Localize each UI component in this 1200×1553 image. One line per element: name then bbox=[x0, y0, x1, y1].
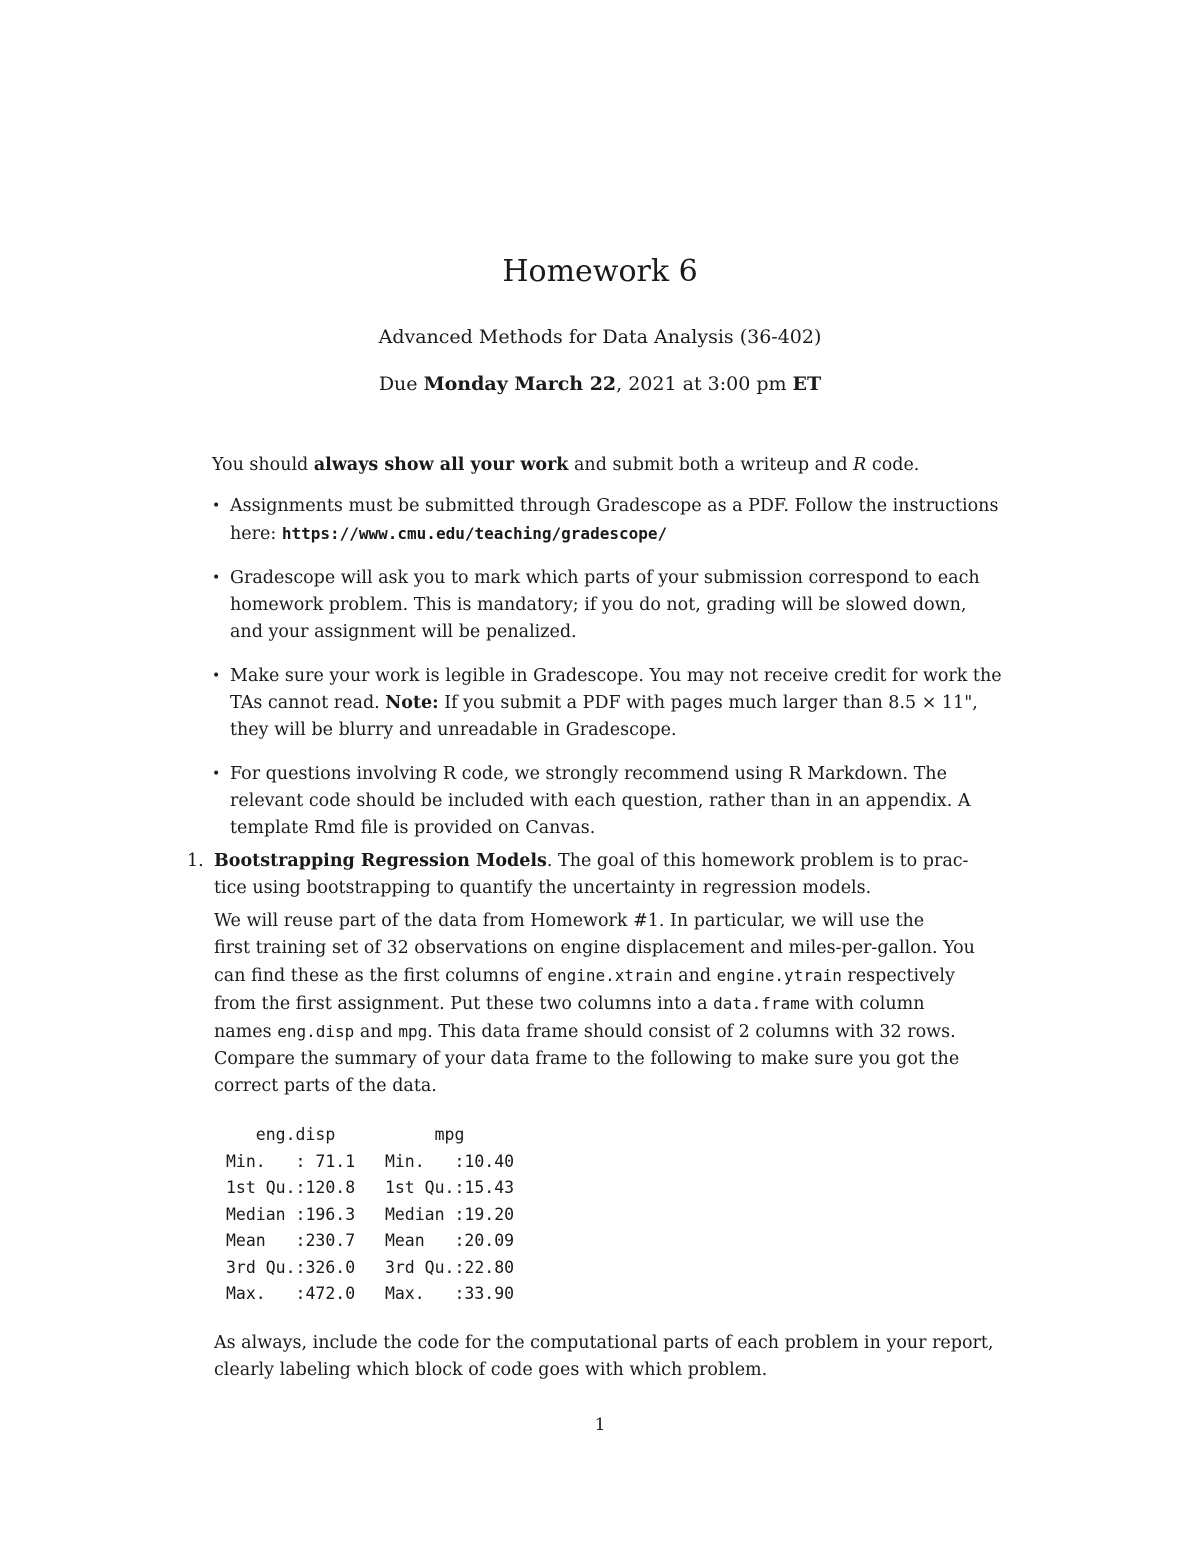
instructions-list bbox=[212, 493, 1027, 859]
list-item-text: relevant code should be included with each question, rather than in an appendix. A bbox=[230, 791, 971, 811]
text: and bbox=[672, 966, 717, 986]
intro-text: You should bbox=[212, 455, 314, 475]
intro-emphasis: always show all your work bbox=[313, 455, 569, 475]
text: names bbox=[214, 1022, 278, 1042]
problem-1 bbox=[187, 848, 1032, 1100]
text: can find these as the first columns of bbox=[214, 966, 548, 986]
text: . The goal of this homework problem is to prac- bbox=[546, 851, 969, 871]
note-label: Note: bbox=[385, 693, 439, 713]
text: TAs cannot read. bbox=[230, 693, 386, 713]
summary-row: Max. :472.0 Max. :33.90 bbox=[226, 1284, 515, 1303]
text: with column bbox=[809, 994, 925, 1014]
list-item-text: and your assignment will be penalized. bbox=[230, 622, 577, 642]
summary-row: Min. : 71.1 Min. :10.40 bbox=[226, 1151, 515, 1171]
closing-paragraph bbox=[214, 1330, 1034, 1384]
problem-heading: Bootstrapping Regression Models bbox=[214, 851, 547, 871]
list-item-text: they will be blurry and unreadable in Gradescope. bbox=[230, 720, 677, 740]
url-prefix: here: bbox=[230, 524, 282, 544]
code-mpg: mpg bbox=[398, 1022, 428, 1041]
list-item-text: homework problem. This is mandatory; if you do not, grading will be slowed down, bbox=[230, 595, 967, 615]
bullet-icon: • bbox=[212, 668, 221, 684]
text: first training set of 32 observations on engine displacement and miles-per-gallon. You bbox=[214, 938, 975, 958]
list-item-text: Gradescope will ask you to mark which parts of your submission correspond to each bbox=[230, 568, 980, 588]
list-item-text bbox=[230, 690, 1027, 717]
list-item bbox=[212, 663, 1027, 744]
code-data-frame: data.frame bbox=[713, 994, 810, 1013]
text: We will reuse part of the data from Homework #1. In particular, we will use the bbox=[214, 911, 925, 931]
document-title: Homework 6 bbox=[502, 254, 698, 289]
list-item bbox=[212, 493, 1027, 548]
text: respectively bbox=[841, 966, 955, 986]
problem-heading-line bbox=[214, 848, 1032, 875]
problem-body bbox=[214, 848, 1032, 1100]
bullet-icon: • bbox=[212, 766, 221, 782]
text: correct parts of the data. bbox=[214, 1076, 437, 1096]
intro-text: and submit both a writeup and bbox=[568, 455, 854, 475]
text bbox=[214, 962, 1032, 990]
due-timezone: ET bbox=[792, 373, 822, 395]
text: If you submit a PDF with pages much larger than 8.5 × 11", bbox=[438, 693, 978, 713]
list-item-text: For questions involving R code, we strongly recommend using R Markdown. The bbox=[230, 764, 947, 784]
text: As always, include the code for the computational parts of each problem in your report, bbox=[214, 1333, 994, 1353]
text: tice using bootstrapping to quantify the uncertainty in regression models. bbox=[214, 878, 872, 898]
code-eng-disp: eng.disp bbox=[277, 1022, 355, 1041]
list-item-text: template Rmd file is provided on Canvas. bbox=[230, 818, 596, 838]
problem-number: 1. bbox=[187, 851, 204, 871]
summary-row: 3rd Qu.:326.0 3rd Qu.:22.80 bbox=[226, 1257, 515, 1277]
due-day: Monday March 22 bbox=[423, 373, 617, 395]
text: and bbox=[354, 1022, 399, 1042]
summary-row: 1st Qu.:120.8 1st Qu.:15.43 bbox=[226, 1178, 515, 1197]
course-name: Advanced Methods for Data Analysis (36-402) bbox=[378, 326, 822, 348]
code-engine-ytrain: engine.ytrain bbox=[716, 966, 842, 985]
text: clearly labeling which block of code goes with which problem. bbox=[214, 1360, 768, 1380]
due-date bbox=[0, 371, 1200, 397]
text: . This data frame should consist of 2 columns with 32 rows. bbox=[427, 1022, 956, 1042]
text: Compare the summary of your data frame to the following to make sure you got the bbox=[214, 1049, 960, 1069]
summary-row: Mean :230.7 Mean :20.09 bbox=[226, 1231, 515, 1250]
text bbox=[214, 990, 1032, 1018]
code-engine-xtrain: engine.xtrain bbox=[547, 966, 673, 985]
problem-paragraph bbox=[214, 908, 1032, 1100]
text: from the first assignment. Put these two columns into a bbox=[214, 994, 714, 1014]
intro-text: code. bbox=[866, 455, 920, 475]
page-number: 1 bbox=[594, 1415, 606, 1435]
bullet-icon: • bbox=[212, 570, 221, 586]
summary-row: Median :196.3 Median :19.20 bbox=[226, 1204, 515, 1224]
summary-output bbox=[226, 1122, 514, 1308]
due-time: , 2021 at 3:00 pm bbox=[616, 373, 793, 395]
list-item-text bbox=[230, 520, 1027, 548]
list-item-text: Assignments must be submitted through Gradescope as a PDF. Follow the instructions bbox=[230, 496, 999, 516]
bullet-icon: • bbox=[212, 498, 221, 514]
gradescope-link[interactable]: https://www.cmu.edu/teaching/gradescope/ bbox=[281, 524, 668, 543]
intro-r: R bbox=[853, 455, 867, 475]
list-item bbox=[212, 761, 1027, 842]
list-item-text: Make sure your work is legible in Gradescope. You may not receive credit for work the bbox=[230, 666, 1002, 686]
text bbox=[214, 1018, 1032, 1046]
intro-paragraph bbox=[212, 452, 1032, 478]
due-prefix: Due bbox=[378, 373, 424, 395]
summary-header: eng.disp mpg bbox=[226, 1125, 465, 1144]
list-item bbox=[212, 565, 1027, 646]
